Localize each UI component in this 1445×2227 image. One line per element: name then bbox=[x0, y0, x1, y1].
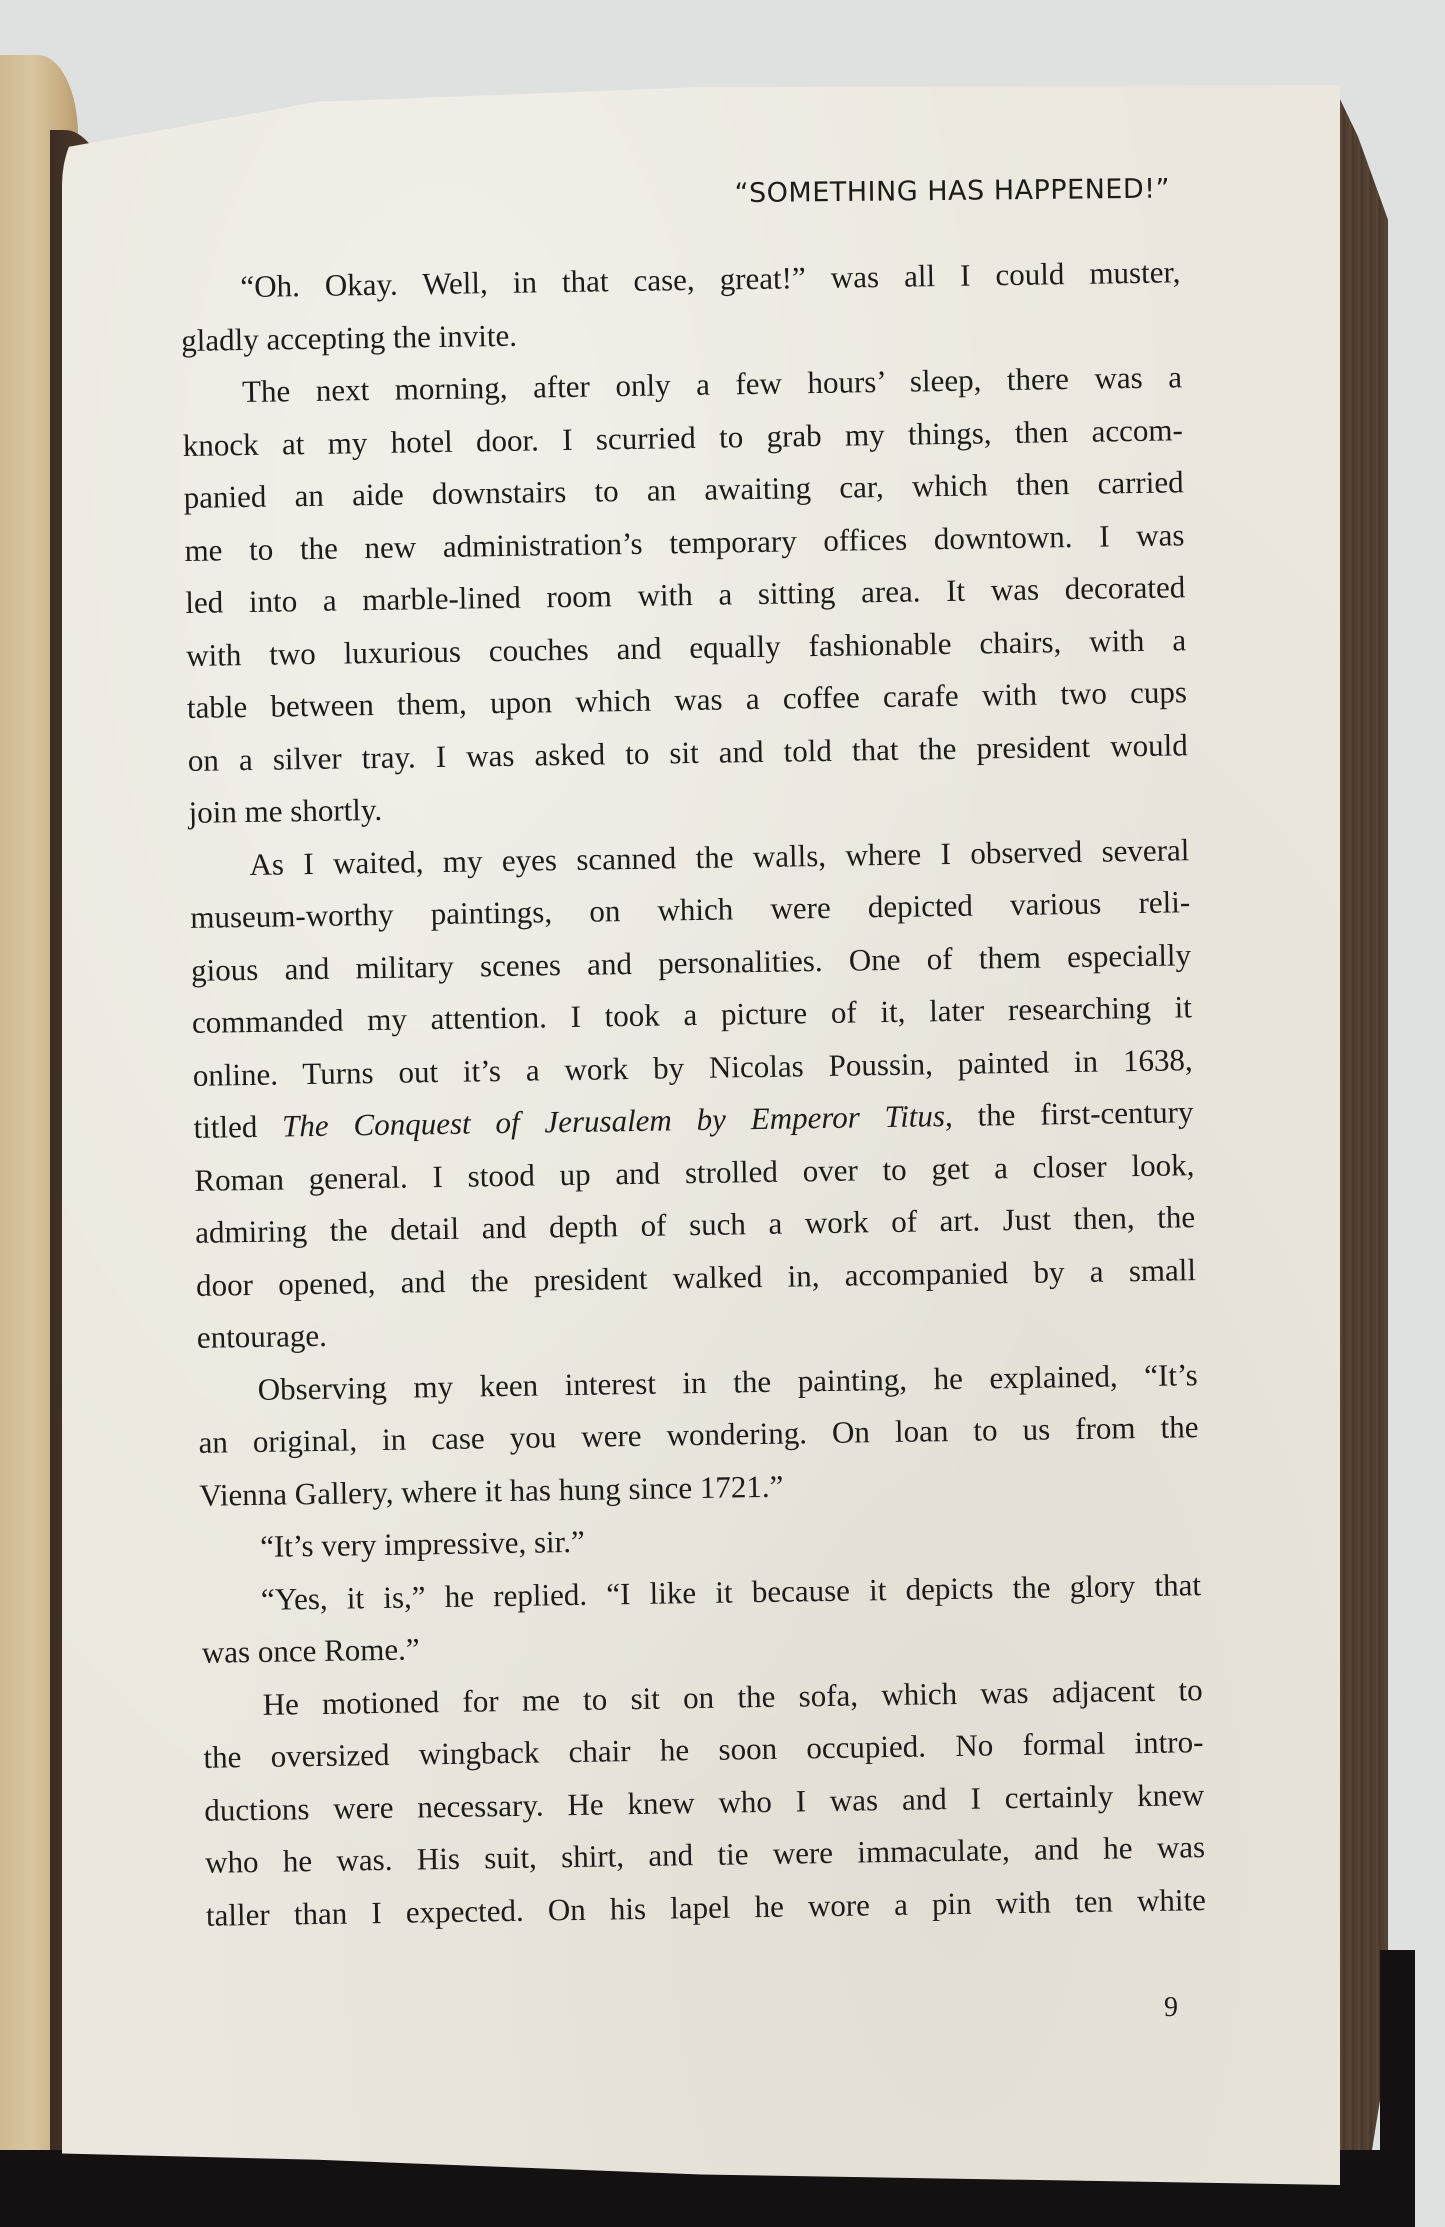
text-line: “Oh. Okay. Well, in that case, great!” was all I could muster, bbox=[240, 254, 1181, 305]
text-line: table between them, upon which was a coffee carafe with two cups bbox=[186, 674, 1188, 725]
text-line: knock at my hotel door. I scurried to grab my things, then accom- bbox=[182, 411, 1184, 463]
text-line: Roman general. I stood up and strolled over to get a closer look, bbox=[194, 1146, 1195, 1198]
text-line: me to the new administration’s temporary offices downtown. I was bbox=[184, 516, 1185, 568]
page-stack-edge bbox=[1338, 95, 1388, 2175]
text-line: an original, in case you were wondering. On loan to us from the bbox=[198, 1409, 1199, 1460]
text-line: who he was. His suit, shirt, and tie were immaculate, and he was bbox=[204, 1829, 1206, 1880]
running-head: “SOMETHING HAS HAPPENED!” bbox=[734, 173, 1171, 210]
text-line: Vienna Gallery, where it has hung since 1721.” bbox=[199, 1468, 784, 1513]
text-line: join me shortly. bbox=[188, 791, 383, 830]
text-line: the oversized wingback chair he soon occupied. No formal intro- bbox=[203, 1724, 1204, 1775]
right-shadow bbox=[1380, 1950, 1415, 2227]
text-line: admiring the detail and depth of such a work of art. Just then, the bbox=[194, 1199, 1196, 1250]
text-line: “Yes, it is,” he replied. “I like it because it depicts the glory that bbox=[260, 1566, 1202, 1617]
page-number: 9 bbox=[1164, 1992, 1178, 2023]
text-line: taller than I expected. On his lapel he wore a pin with ten white bbox=[205, 1881, 1207, 1933]
body-text bbox=[180, 246, 1206, 1942]
text-line: gious and military scenes and personalities. One of them especially bbox=[190, 936, 1192, 988]
text-line: commanded my attention. I took a picture of it, later researching it bbox=[191, 989, 1193, 1040]
text-line: “It’s very impressive, sir.” bbox=[259, 1523, 585, 1564]
text-line: online. Turns out it’s a work by Nicolas Poussin, painted in 1638, bbox=[192, 1041, 1193, 1093]
text-line: museum-worthy paintings, on which were depicted various reli- bbox=[190, 884, 1191, 935]
text-line: on a silver tray. I was asked to sit and told that the president would bbox=[187, 726, 1188, 778]
text-line: titled The Conquest of Jerusalem by Emperor Titus, the first-century bbox=[193, 1094, 1194, 1145]
text-line: was once Rome.” bbox=[201, 1631, 420, 1670]
text-line: Observing my keen interest in the painting, he explained, “It’s bbox=[257, 1356, 1198, 1407]
text-line: The next morning, after only a few hours’ sleep, there was a bbox=[241, 359, 1183, 410]
text-line: ductions were necessary. He knew who I was and I certainly knew bbox=[204, 1776, 1205, 1828]
painting-title: The Conquest of Jerusalem by Emperor Titus bbox=[281, 1098, 946, 1144]
text-line: entourage. bbox=[196, 1317, 328, 1355]
text-line: As I waited, my eyes scanned the walls, where I observed several bbox=[249, 831, 1190, 882]
text-line: with two luxurious couches and equally fashionable chairs, with a bbox=[185, 621, 1187, 673]
text-line: He motioned for me to sit on the sofa, which was adjacent to bbox=[262, 1671, 1203, 1722]
text-line: gladly accepting the invite. bbox=[180, 317, 518, 358]
text-line: led into a marble-lined room with a sitting area. It was decorated bbox=[185, 569, 1186, 620]
text-line: panied an aide downstairs to an awaiting car, which then carried bbox=[183, 464, 1184, 515]
text-line: door opened, and the president walked in, accompanied by a small bbox=[195, 1251, 1197, 1303]
